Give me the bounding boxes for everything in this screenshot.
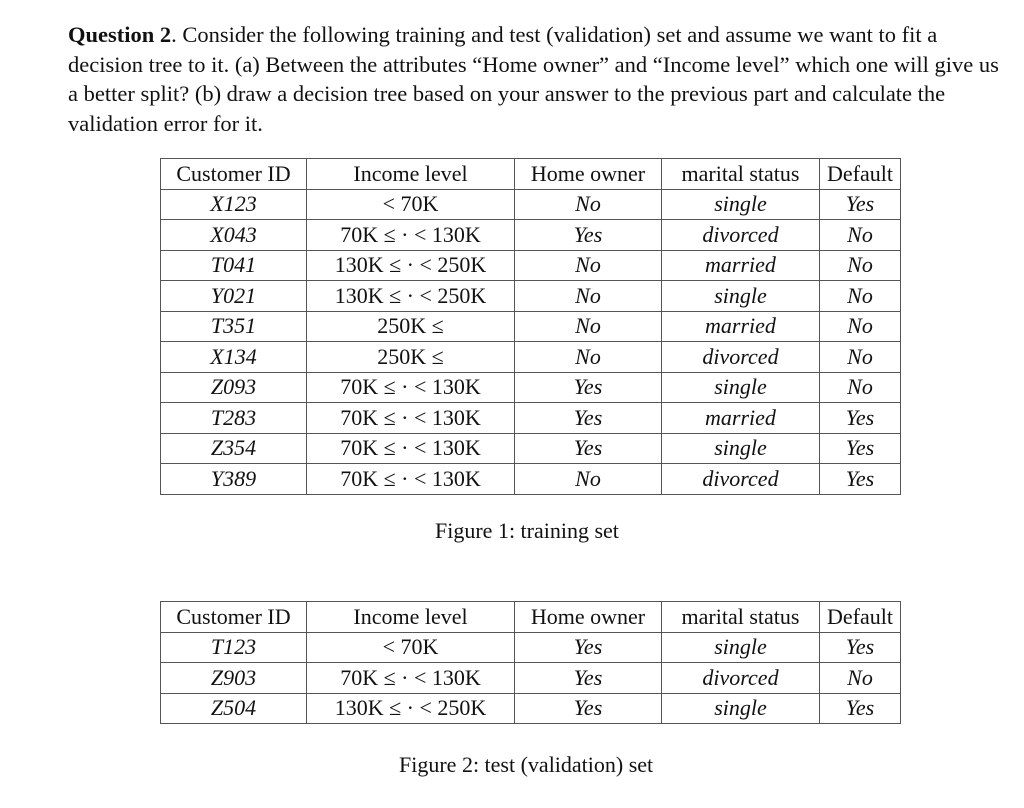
cell-home-owner: No <box>515 189 662 220</box>
cell-home-owner: No <box>515 281 662 312</box>
cell-marital-status: married <box>662 250 820 281</box>
header-default: Default <box>820 602 901 633</box>
cell-marital-status: single <box>662 632 820 663</box>
cell-default: Yes <box>820 189 901 220</box>
cell-marital-status: single <box>662 693 820 724</box>
cell-default: Yes <box>820 464 901 495</box>
cell-default: No <box>820 372 901 403</box>
cell-home-owner: No <box>515 342 662 373</box>
cell-marital-status: divorced <box>662 220 820 251</box>
cell-income-level: 70K ≤ · < 130K <box>307 464 515 495</box>
cell-default: No <box>820 220 901 251</box>
header-marital-status: marital status <box>662 159 820 190</box>
cell-income-level: 250K ≤ <box>307 311 515 342</box>
question-text <box>68 20 1008 138</box>
table-row <box>161 433 901 464</box>
cell-home-owner: Yes <box>515 693 662 724</box>
question-label: Question 2 <box>68 22 172 47</box>
cell-income-level: 130K ≤ · < 250K <box>307 281 515 312</box>
header-customer-id: Customer ID <box>161 602 307 633</box>
cell-customer-id: T041 <box>161 250 307 281</box>
cell-marital-status: single <box>662 281 820 312</box>
cell-customer-id: T123 <box>161 632 307 663</box>
table-row <box>161 403 901 434</box>
cell-marital-status: single <box>662 189 820 220</box>
header-home-owner: Home owner <box>515 159 662 190</box>
cell-income-level: 130K ≤ · < 250K <box>307 693 515 724</box>
cell-income-level: 70K ≤ · < 130K <box>307 663 515 694</box>
cell-customer-id: T351 <box>161 311 307 342</box>
cell-income-level: 70K ≤ · < 130K <box>307 220 515 251</box>
cell-default: Yes <box>820 403 901 434</box>
cell-income-level: 70K ≤ · < 130K <box>307 403 515 434</box>
cell-income-level: < 70K <box>307 189 515 220</box>
question-body: . Consider the following training and test (validation) set and assume we want to fit a decision tree to it. (a) Between the attributes “Home owner” and “Income level” which one will give us a better split? (b) draw a decision tree based on your answer to the previous part and calculate the validation error for it. <box>68 22 999 136</box>
cell-default: No <box>820 311 901 342</box>
table-row <box>161 220 901 251</box>
table-row <box>161 311 901 342</box>
test-body <box>161 632 901 724</box>
header-marital-status: marital status <box>662 602 820 633</box>
cell-income-level: 250K ≤ <box>307 342 515 373</box>
cell-default: No <box>820 663 901 694</box>
training-table <box>160 158 901 495</box>
cell-customer-id: Z504 <box>161 693 307 724</box>
header-income-level: Income level <box>307 602 515 633</box>
cell-customer-id: Z903 <box>161 663 307 694</box>
cell-default: No <box>820 281 901 312</box>
cell-home-owner: Yes <box>515 220 662 251</box>
test-header-row <box>161 602 901 633</box>
header-income-level: Income level <box>307 159 515 190</box>
header-home-owner: Home owner <box>515 602 662 633</box>
cell-marital-status: divorced <box>662 663 820 694</box>
header-default: Default <box>820 159 901 190</box>
cell-marital-status: married <box>662 403 820 434</box>
cell-default: Yes <box>820 433 901 464</box>
cell-customer-id: Z354 <box>161 433 307 464</box>
cell-default: No <box>820 250 901 281</box>
cell-default: Yes <box>820 632 901 663</box>
test-table <box>160 601 901 724</box>
cell-default: No <box>820 342 901 373</box>
cell-home-owner: No <box>515 250 662 281</box>
training-body <box>161 189 901 494</box>
cell-income-level: 70K ≤ · < 130K <box>307 433 515 464</box>
cell-home-owner: Yes <box>515 663 662 694</box>
training-caption: Figure 1: training set <box>435 518 619 543</box>
table-row <box>161 250 901 281</box>
header-customer-id: Customer ID <box>161 159 307 190</box>
cell-customer-id: T283 <box>161 403 307 434</box>
cell-marital-status: married <box>662 311 820 342</box>
cell-marital-status: divorced <box>662 464 820 495</box>
table-row <box>161 372 901 403</box>
table-row <box>161 342 901 373</box>
cell-home-owner: Yes <box>515 403 662 434</box>
cell-customer-id: X123 <box>161 189 307 220</box>
table-row <box>161 632 901 663</box>
cell-marital-status: single <box>662 433 820 464</box>
test-caption: Figure 2: test (validation) set <box>399 752 654 777</box>
table-row <box>161 464 901 495</box>
cell-home-owner: Yes <box>515 632 662 663</box>
cell-customer-id: Y389 <box>161 464 307 495</box>
cell-income-level: < 70K <box>307 632 515 663</box>
cell-customer-id: X134 <box>161 342 307 373</box>
cell-customer-id: X043 <box>161 220 307 251</box>
cell-home-owner: No <box>515 311 662 342</box>
cell-marital-status: divorced <box>662 342 820 373</box>
cell-home-owner: No <box>515 464 662 495</box>
cell-customer-id: Y021 <box>161 281 307 312</box>
table-row <box>161 189 901 220</box>
cell-home-owner: Yes <box>515 433 662 464</box>
table-row <box>161 693 901 724</box>
cell-marital-status: single <box>662 372 820 403</box>
training-header-row <box>161 159 901 190</box>
cell-home-owner: Yes <box>515 372 662 403</box>
cell-default: Yes <box>820 693 901 724</box>
cell-income-level: 130K ≤ · < 250K <box>307 250 515 281</box>
cell-customer-id: Z093 <box>161 372 307 403</box>
table-row <box>161 281 901 312</box>
table-row <box>161 663 901 694</box>
cell-income-level: 70K ≤ · < 130K <box>307 372 515 403</box>
